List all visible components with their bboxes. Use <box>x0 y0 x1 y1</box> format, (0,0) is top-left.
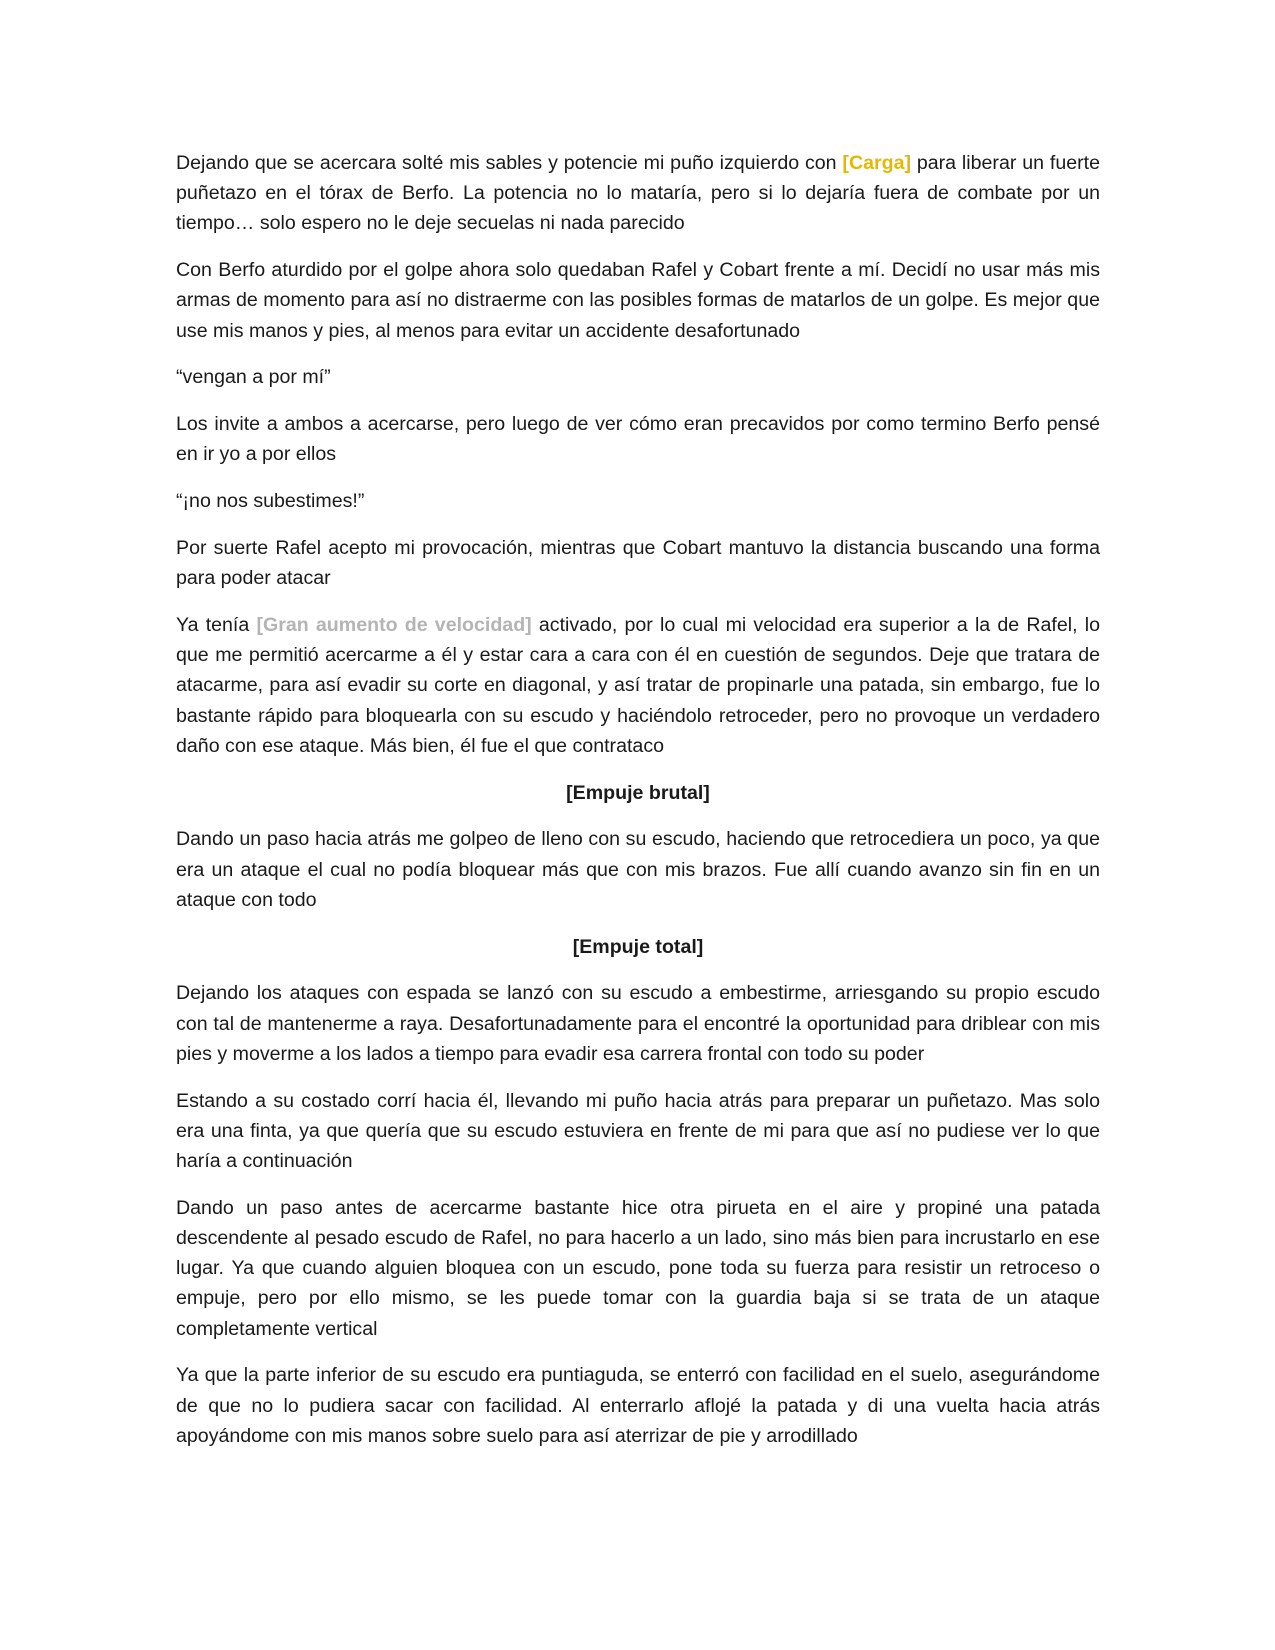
paragraph-7: Dejando los ataques con espada se lanzó con su escudo a embestirme, arriesgando su propio escudo con tal de mantenerme a raya. Desafortunadamente para el encontré la oportunidad para driblear con mis pies y moverme a los lados a tiempo para evadir esa carrera frontal con todo su poder <box>176 982 1100 1065</box>
paragraph-4: Por suerte Rafel acepto mi provocación, mientras que Cobart mantuvo la distancia buscando una forma para poder atacar <box>176 537 1100 590</box>
paragraph-1-text-after: para liberar un fuerte puñetazo en el tórax de Berfo. La potencia no lo mataría, pero si lo dejaría fuera de combate por un tiempo… solo espero no le deje secuelas ni nada parecido <box>176 152 1100 235</box>
paragraph-5-text-after: activado, por lo cual mi velocidad era superior a la de Rafel, lo que me permitió acercarme a él y estar cara a cara con él en cuestión de segundos. Deje que tratara de atacarme, para así evadir su corte en diagonal, y así tratar de propinarle una patada, sin embargo, fue lo bastante rápido para bloquearla con su escudo y haciéndolo retroceder, pero no provoque un verdadero daño con ese ataque. Más bien, él fue el que contrataco <box>176 614 1100 757</box>
paragraph-8: Estando a su costado corrí hacia él, llevando mi puño hacia atrás para preparar un puñetazo. Mas solo era una finta, ya que quería que su escudo estuviera en frente de mi para que así no pudiese ver lo que haría a continuación <box>176 1089 1100 1173</box>
paragraph-10: Ya que la parte inferior de su escudo era puntiaguda, se enterró con facilidad en el suelo, asegurándome de que no lo pudiera sacar con facilidad. Al enterrarlo aflojé la patada y di una vuelta hacia atrás apoyándome con mis manos sobre suelo para así aterrizar de pie y arrodillado <box>176 1364 1100 1447</box>
paragraph-5 <box>176 610 1100 761</box>
paragraph-1 <box>176 148 1100 239</box>
paragraph-5-text-before: Ya tenía <box>176 614 257 636</box>
skill-tag-carga: [Carga] <box>842 152 912 174</box>
skill-heading-empuje-total: [Empuje total] <box>572 935 704 958</box>
skill-heading-empuje-brutal: [Empuje brutal] <box>566 781 710 804</box>
paragraph-6: Dando un paso hacia atrás me golpeo de lleno con su escudo, haciendo que retrocediera un poco, ya que era un ataque el cual no podía bloquear más que con mis brazos. Fue allí cuando avanzo sin fin en un ataque con todo <box>176 828 1100 911</box>
dialogue-line-2: “¡no nos subestimes!” <box>176 490 365 513</box>
dialogue-line-1: “vengan a por mí” <box>176 366 331 389</box>
paragraph-2: Con Berfo aturdido por el golpe ahora solo quedaban Rafel y Cobart frente a mí. Decidí no usar más mis armas de momento para así no distraerme con las posibles formas de matarlos de un golpe. Es mejor que use mis manos y pies, al menos para evitar un accidente desafortunado <box>176 259 1100 342</box>
paragraph-9: Dando un paso antes de acercarme bastante hice otra pirueta en el aire y propiné una patada descendente al pesado escudo de Rafel, no para hacerlo a un lado, sino más bien para incrustarlo en ese lugar. Ya que cuando alguien bloquea con un escudo, pone toda su fuerza para resistir un retroceso o empuje, pero por ello mismo, se les puede tomar con la guardia baja si se trata de un ataque completamente vertical <box>176 1196 1100 1340</box>
skill-tag-gran-aumento-de-velocidad: [Gran aumento de velocidad] <box>256 614 532 636</box>
paragraph-1-text-before: Dejando que se acercara solté mis sables y potencie mi puño izquierdo con <box>176 152 843 174</box>
paragraph-3: Los invite a ambos a acercarse, pero luego de ver cómo eran precavidos por como termino Berfo pensé en ir yo a por ellos <box>176 413 1100 466</box>
